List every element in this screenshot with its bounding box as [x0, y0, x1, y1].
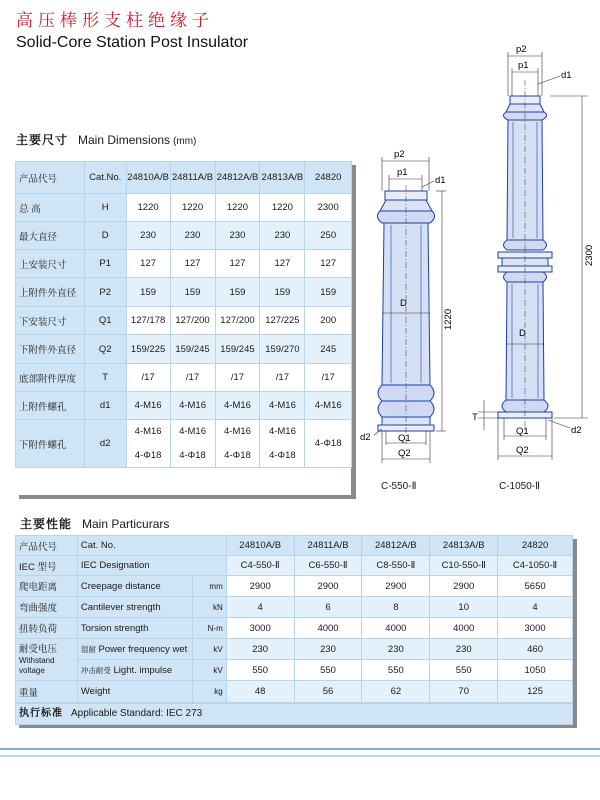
pf-cn: 湿耐 — [80, 644, 96, 654]
footer-divider — [0, 755, 600, 757]
table-cell: 230 — [226, 639, 294, 660]
table-cell: 159 — [215, 278, 260, 307]
row-symbol: Q1 — [84, 307, 126, 335]
row-symbol: Q2 — [84, 335, 126, 364]
table-cell: 3000 — [498, 618, 573, 639]
table-cell: /17 — [260, 364, 305, 392]
standard-label-en: Applicable Standard: IEC 273 — [71, 708, 203, 719]
row-label-en — [77, 639, 192, 660]
standard-row — [15, 703, 573, 725]
header-col: 24811A/B — [170, 162, 215, 194]
table-cell: 48 — [226, 681, 294, 703]
row-symbol: H — [84, 194, 126, 222]
dim-p1: p1 — [397, 167, 408, 178]
table-cell: 550 — [362, 660, 430, 681]
dim-Q2: Q2 — [398, 448, 411, 459]
particulars-heading — [20, 515, 169, 532]
table-cell: 8 — [362, 597, 430, 618]
table-cell: 200 — [305, 307, 352, 335]
header-label-en: Cat. No. — [77, 536, 226, 556]
table-header-row — [16, 536, 573, 556]
table-cell: 250 — [305, 222, 352, 250]
table-cell: 127 — [126, 250, 170, 278]
row-symbol: D — [84, 222, 126, 250]
row-label-en: Cantilever strength — [77, 597, 192, 618]
header-col: 24811A/B — [294, 536, 362, 556]
table-cell: 4-M16 — [260, 420, 305, 444]
withstand-cn: 耐受电压 — [19, 644, 58, 655]
table-cell: 5650 — [498, 576, 573, 597]
table-cell: /17 — [126, 364, 170, 392]
row-label: 上附件外直径 — [16, 278, 85, 307]
table-cell: 4-Φ18 — [126, 444, 170, 468]
caption-large: C-1050-Ⅱ — [499, 481, 541, 492]
table-row — [16, 618, 573, 639]
table-row — [16, 307, 352, 335]
table-cell: 127/178 — [126, 307, 170, 335]
table-cell: 4-M16 — [260, 392, 305, 420]
table-cell: 1220 — [170, 194, 215, 222]
table-cell: 230 — [126, 222, 170, 250]
row-unit: kV — [192, 660, 226, 681]
header-label-cn: 产品代号 — [16, 536, 78, 556]
header-col: 24813A/B — [430, 536, 498, 556]
table-cell: 4-Φ18 — [260, 444, 305, 468]
row-label-en: Creepage distance — [77, 576, 192, 597]
row-unit: kV — [192, 639, 226, 660]
row-label-en: Weight — [77, 681, 192, 703]
table-cell: 4 — [226, 597, 294, 618]
table-cell: 550 — [226, 660, 294, 681]
table-cell: 4000 — [362, 618, 430, 639]
table-cell: 4-M16 — [126, 420, 170, 444]
dim-height: 2300 — [584, 244, 595, 266]
withstand-en: Withstand voltage — [19, 656, 55, 675]
table-cell: 4-Φ18 — [305, 420, 352, 468]
table-cell: 127 — [215, 250, 260, 278]
table-cell: 159/270 — [260, 335, 305, 364]
table-cell: 4-M16 — [126, 392, 170, 420]
table-cell: 4-Φ18 — [170, 444, 215, 468]
table-cell: 230 — [430, 639, 498, 660]
table-cell: 245 — [305, 335, 352, 364]
row-label: 扭转负荷 — [16, 618, 78, 639]
table-cell: 2900 — [362, 576, 430, 597]
particulars-heading-en: Main Particurars — [82, 517, 170, 531]
row-label: 下安装尺寸 — [16, 307, 85, 335]
insulator-drawing-small — [356, 145, 456, 500]
row-label: 重量 — [16, 681, 78, 703]
dim-Q2: Q2 — [516, 445, 529, 456]
table-cell: 10 — [430, 597, 498, 618]
table-row — [16, 250, 352, 278]
header-label-cn: 产品代号 — [16, 162, 85, 194]
table-header-row — [16, 162, 352, 194]
dim-D: D — [519, 328, 526, 339]
dim-Q1: Q1 — [398, 433, 411, 444]
header-col: 24820 — [305, 162, 352, 194]
table-cell: C4-550-Ⅱ — [226, 556, 294, 576]
table-row — [16, 335, 352, 364]
row-label: 下附件螺孔 — [16, 420, 85, 468]
pf-en: Power frequency wet — [98, 643, 188, 655]
table-cell: 4-Φ18 — [215, 444, 260, 468]
table-cell: 230 — [294, 639, 362, 660]
header-col: 24813A/B — [260, 162, 305, 194]
dim-d2: d2 — [360, 432, 371, 443]
header-label-sym: Cat.No. — [84, 162, 126, 194]
table-row — [16, 639, 573, 660]
table-row — [16, 597, 573, 618]
row-symbol: d2 — [84, 420, 126, 468]
row-label: 底部附件厚度 — [16, 364, 85, 392]
title-chinese: 高压棒形支柱绝缘子 — [16, 11, 214, 31]
table-cell: 4-M16 — [170, 392, 215, 420]
li-cn: 冲击耐受 — [80, 665, 111, 675]
table-cell: 159/225 — [126, 335, 170, 364]
table-cell: 230 — [170, 222, 215, 250]
dim-d2: d2 — [571, 425, 582, 436]
header-col: 24820 — [498, 536, 573, 556]
header-col: 24812A/B — [362, 536, 430, 556]
table-cell: C10-550-Ⅱ — [430, 556, 498, 576]
table-cell: 4-M16 — [215, 420, 260, 444]
table-cell: 159 — [305, 278, 352, 307]
table-cell: 62 — [362, 681, 430, 703]
row-symbol: P1 — [84, 250, 126, 278]
li-en: Light. impulse — [113, 664, 173, 676]
table-cell: /17 — [170, 364, 215, 392]
row-symbol: P2 — [84, 278, 126, 307]
dimensions-heading-cn: 主要尺寸 — [16, 133, 69, 147]
table-cell: 3000 — [226, 618, 294, 639]
particulars-table — [15, 535, 573, 703]
row-label: 上附件螺孔 — [16, 392, 85, 420]
header-col: 24810A/B — [126, 162, 170, 194]
table-cell: 4-M16 — [215, 392, 260, 420]
row-label: IEC 型号 — [16, 556, 78, 576]
row-symbol: d1 — [84, 392, 126, 420]
dim-T: T — [472, 412, 478, 423]
table-row — [16, 420, 352, 444]
row-label — [16, 639, 78, 681]
title-english: Solid-Core Station Post Insulator — [16, 34, 249, 51]
table-row — [16, 222, 352, 250]
row-unit: kg — [192, 681, 226, 703]
table-cell: 1220 — [215, 194, 260, 222]
table-cell: 4000 — [294, 618, 362, 639]
dimensions-table — [15, 161, 352, 468]
table-cell: 70 — [430, 681, 498, 703]
table-row — [16, 556, 573, 576]
dim-d1: d1 — [561, 70, 572, 81]
header-col: 24810A/B — [226, 536, 294, 556]
table-cell: 127 — [170, 250, 215, 278]
table-cell: 550 — [294, 660, 362, 681]
table-cell: 125 — [498, 681, 573, 703]
table-cell: 4 — [498, 597, 573, 618]
table-cell: 159/245 — [170, 335, 215, 364]
table-cell: 159 — [260, 278, 305, 307]
table-cell: 460 — [498, 639, 573, 660]
table-cell: C6-550-Ⅱ — [294, 556, 362, 576]
row-unit: mm — [192, 576, 226, 597]
table-cell: 2900 — [294, 576, 362, 597]
row-unit: kN — [192, 597, 226, 618]
footer-divider — [0, 748, 600, 750]
row-label-en — [77, 660, 192, 681]
dim-D: D — [400, 298, 407, 309]
table-cell: 6 — [294, 597, 362, 618]
dimensions-heading — [16, 131, 196, 148]
table-cell: 2900 — [430, 576, 498, 597]
table-cell: 1220 — [260, 194, 305, 222]
table-cell: /17 — [305, 364, 352, 392]
table-cell: 159/245 — [215, 335, 260, 364]
table-row — [16, 278, 352, 307]
table-cell: 1220 — [126, 194, 170, 222]
table-cell: 2300 — [305, 194, 352, 222]
caption-small: C-550-Ⅱ — [381, 481, 417, 492]
table-row — [16, 576, 573, 597]
table-cell: 230 — [362, 639, 430, 660]
table-cell: 127 — [305, 250, 352, 278]
dim-p1: p1 — [518, 60, 529, 71]
table-row — [16, 660, 573, 681]
row-unit: N-m — [192, 618, 226, 639]
table-cell: 127/200 — [215, 307, 260, 335]
standard-label-cn: 执行标准 — [19, 708, 63, 719]
row-label-en: IEC Designation — [77, 556, 226, 576]
table-cell: 230 — [260, 222, 305, 250]
row-label: 上安装尺寸 — [16, 250, 85, 278]
row-label: 下附件外直径 — [16, 335, 85, 364]
table-shadow — [19, 495, 356, 499]
row-label-en: Torsion strength — [77, 618, 192, 639]
particulars-heading-cn: 主要性能 — [20, 517, 73, 531]
table-cell: 550 — [430, 660, 498, 681]
table-cell: 127/225 — [260, 307, 305, 335]
table-cell: 127/200 — [170, 307, 215, 335]
dimensions-heading-unit: (mm) — [173, 136, 197, 147]
table-cell: 4-M16 — [305, 392, 352, 420]
dim-p2: p2 — [394, 149, 405, 160]
row-label: 爬电距离 — [16, 576, 78, 597]
dim-Q1: Q1 — [516, 426, 529, 437]
table-cell: 159 — [126, 278, 170, 307]
table-cell: 4-M16 — [170, 420, 215, 444]
table-cell: 2900 — [226, 576, 294, 597]
table-row — [16, 194, 352, 222]
table-cell: 56 — [294, 681, 362, 703]
table-cell: C4-1050-Ⅱ — [498, 556, 573, 576]
table-cell: 127 — [260, 250, 305, 278]
table-cell: C8-550-Ⅱ — [362, 556, 430, 576]
dim-height: 1220 — [443, 308, 454, 330]
table-cell: 230 — [215, 222, 260, 250]
table-cell: 1050 — [498, 660, 573, 681]
table-row — [16, 681, 573, 703]
row-symbol: T — [84, 364, 126, 392]
table-cell: 4000 — [430, 618, 498, 639]
table-row — [16, 364, 352, 392]
table-cell: /17 — [215, 364, 260, 392]
insulator-drawing-large — [470, 40, 595, 470]
dim-d1: d1 — [435, 175, 446, 186]
row-label: 最大直径 — [16, 222, 85, 250]
table-row — [16, 392, 352, 420]
dimensions-heading-en: Main Dimensions — [78, 133, 171, 147]
table-cell: 159 — [170, 278, 215, 307]
row-label: 弯曲强度 — [16, 597, 78, 618]
dim-p2: p2 — [516, 44, 527, 55]
header-col: 24812A/B — [215, 162, 260, 194]
row-label: 总 高 — [16, 194, 85, 222]
